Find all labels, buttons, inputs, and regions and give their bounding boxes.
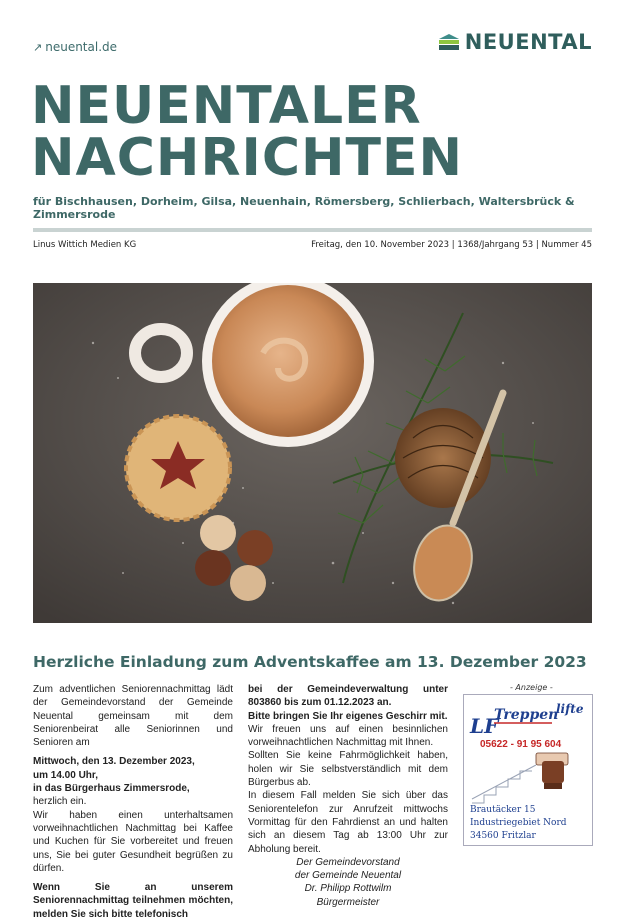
article-headline: Herzliche Einladung zum Adventskaffee am 13. Dezember 2023: [33, 653, 587, 671]
event-date: Mittwoch, den 13. Dezember 2023,: [33, 756, 195, 768]
event-venue: in das Bürgerhaus Zimmersrode,: [33, 783, 190, 795]
title-line-1: NEUENTALER: [31, 76, 422, 136]
advertisement[interactable]: [463, 694, 593, 846]
landscape-logo-icon: [439, 32, 459, 52]
closing-paragraph: Wir freuen uns auf einen besinnlichen vorweihnachtlichen Nachmittag mit Ihnen.: [248, 723, 448, 749]
article-column-1: [33, 683, 233, 921]
ad-phone: 05622 - 91 95 604: [480, 739, 562, 750]
registration-text: Wenn Sie an unserem Seniorennachmittag teilnehmen möchten, melden Sie sich bitte telefonisch: [33, 882, 233, 920]
arrow-up-right-icon: ↗: [33, 41, 43, 54]
dishes-note: Bitte bringen Sie Ihr eigenes Geschirr mit.: [248, 710, 448, 722]
signature-line-1: Der Gemeindevorstand: [296, 856, 400, 868]
article-column-2: [248, 683, 448, 909]
ad-word-treppen: Treppen: [494, 707, 559, 723]
intro-paragraph: Zum adventlichen Seniorennachmittag lädt der Gemeindevorstand der Gemeinde Neuental gemeinsam mit dem Seniorenbeirat alle Seniorinnen und Senioren am: [33, 684, 233, 749]
title-line-2: NACHRICHTEN: [31, 128, 464, 188]
cover-photo: [33, 283, 592, 623]
registration-deadline: bei der Gemeindeverwaltung unter 803860 bis zum 01.12.2023 an.: [248, 684, 448, 709]
brand-name: NEUENTAL: [464, 30, 592, 54]
signature-line-3: Dr. Philipp Rottwilm: [304, 883, 392, 895]
program-paragraph: Wir haben einen unterhaltsamen vorweihnachtlichen Nachmittag bei Kaffee und Kuchen für Sie vorbereitet und freuen uns, Sie bei guter Gesundheit begrüßen zu dürfen.: [33, 809, 233, 874]
page-title: [31, 76, 464, 188]
invite-text: herzlich ein.: [33, 796, 87, 808]
site-link[interactable]: ↗ neuental.de: [33, 40, 118, 54]
ad-word-lifte: lifte: [556, 702, 584, 716]
ad-address-3: 34560 Fritzlar: [470, 831, 536, 841]
ad-address-2: Industriegebiet Nord: [470, 818, 567, 828]
ad-logo-letters: LF: [470, 714, 499, 738]
header-divider: [33, 228, 592, 232]
phone-paragraph: In diesem Fall melden Sie sich über das Seniorentelefon zur Anrufzeit mittwochs Vormittag für den Fahrdienst an und halten sich an diesem Tag ab 13:00 Uhr zur Abholung bereit.: [248, 790, 448, 855]
ad-address-1: Brautäcker 15: [470, 805, 536, 815]
ad-label: - Anzeige -: [510, 683, 553, 692]
brand-logo: [439, 30, 592, 54]
transport-paragraph: Sollten Sie keine Fahrmöglichkeit haben, holen wir Sie selbstverständlich mit dem Bürgerbus ab.: [248, 750, 448, 789]
signature-line-2: der Gemeinde Neuental: [294, 870, 402, 882]
issue-info: Freitag, den 10. November 2023 | 1368/Jahrgang 53 | Nummer 45: [311, 240, 592, 250]
page-subtitle: für Bischhausen, Dorheim, Gilsa, Neuenhain, Römersberg, Schlierbach, Waltersbrück & Zimmersrode: [33, 195, 575, 221]
signature-line-4: Bürgermeister: [316, 896, 380, 908]
event-time: um 14.00 Uhr,: [33, 769, 99, 781]
publisher: Linus Wittich Medien KG: [33, 240, 137, 250]
